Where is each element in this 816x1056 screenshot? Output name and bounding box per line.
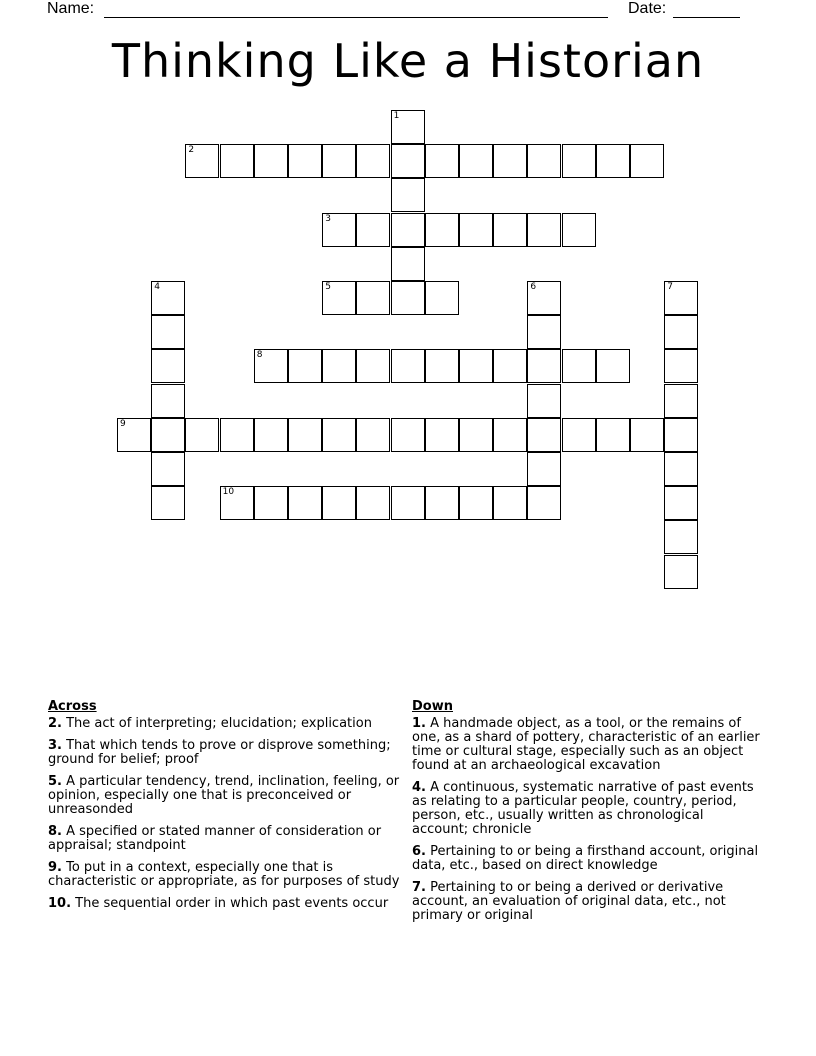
clue-item	[48, 717, 406, 731]
grid-cell[interactable]	[527, 213, 561, 247]
grid-cell[interactable]	[220, 144, 254, 178]
down-clues	[412, 700, 762, 931]
grid-cell[interactable]	[254, 144, 288, 178]
grid-cell[interactable]	[425, 144, 459, 178]
grid-cell[interactable]	[425, 213, 459, 247]
grid-cell[interactable]	[391, 178, 425, 212]
clue-number: 10	[222, 487, 235, 498]
grid-cell[interactable]	[151, 452, 185, 486]
grid-cell[interactable]	[220, 486, 254, 520]
grid-cell[interactable]	[493, 418, 527, 452]
grid-cell[interactable]	[459, 144, 493, 178]
grid-cell[interactable]	[527, 349, 561, 383]
grid-cell[interactable]	[391, 110, 425, 144]
clue-item-number: 2.	[48, 716, 62, 731]
grid-cell[interactable]	[356, 418, 390, 452]
clue-item	[48, 825, 406, 853]
grid-cell[interactable]	[664, 418, 698, 452]
grid-cell[interactable]	[151, 486, 185, 520]
clue-number: 2	[188, 145, 195, 156]
grid-cell[interactable]	[391, 247, 425, 281]
grid-cell[interactable]	[425, 281, 459, 315]
grid-cell[interactable]	[151, 315, 185, 349]
clue-item	[48, 739, 406, 767]
grid-cell[interactable]	[459, 349, 493, 383]
grid-cell[interactable]	[493, 349, 527, 383]
grid-cell[interactable]	[391, 486, 425, 520]
clue-number: 7	[667, 282, 673, 292]
grid-cell[interactable]	[391, 418, 425, 452]
clue-item	[412, 781, 762, 837]
grid-cell[interactable]	[562, 144, 596, 178]
grid-cell[interactable]	[630, 144, 664, 178]
grid-cell[interactable]	[356, 349, 390, 383]
grid-cell[interactable]	[425, 486, 459, 520]
grid-cell[interactable]	[527, 486, 561, 520]
grid-cell[interactable]	[630, 418, 664, 452]
across-heading: Across	[48, 699, 97, 714]
grid-cell[interactable]	[527, 315, 561, 349]
grid-cell[interactable]	[425, 349, 459, 383]
grid-cell[interactable]	[117, 418, 151, 452]
grid-cell[interactable]	[322, 213, 356, 247]
clue-item-text: A handmade object, as a tool, or the remains of one, as a shard of pottery, characteristic of an earlier time or cultural stage, especially such as an object found at an archaeological excavation	[412, 716, 760, 773]
grid-cell[interactable]	[254, 418, 288, 452]
clue-number: 4	[154, 282, 160, 292]
grid-cell[interactable]	[664, 452, 698, 486]
grid-cell[interactable]	[322, 418, 356, 452]
grid-cell[interactable]	[322, 144, 356, 178]
clue-item-text: A specified or stated manner of consideration or appraisal; standpoint	[48, 824, 382, 853]
grid-cell[interactable]	[391, 349, 425, 383]
grid-cell[interactable]	[151, 418, 185, 452]
clue-item-text: Pertaining to or being a firsthand account, original data, etc., based on direct knowledge	[412, 844, 759, 873]
grid-cell[interactable]	[151, 281, 185, 315]
grid-cell[interactable]	[664, 486, 698, 520]
grid-cell[interactable]	[527, 418, 561, 452]
clue-item-number: 8.	[48, 824, 62, 839]
grid-cell[interactable]	[254, 349, 288, 383]
grid-cell[interactable]	[596, 418, 630, 452]
grid-cell[interactable]	[664, 384, 698, 418]
grid-cell[interactable]	[459, 486, 493, 520]
grid-cell[interactable]	[391, 213, 425, 247]
grid-cell[interactable]	[288, 418, 322, 452]
grid-cell[interactable]	[356, 486, 390, 520]
clue-item-text: To put in a context, especially one that is characteristic or appropriate, as for purposes of study	[48, 860, 400, 889]
clue-number: 8	[256, 350, 263, 361]
clue-number: 1	[393, 111, 400, 121]
grid-cell[interactable]	[425, 418, 459, 452]
grid-cell[interactable]	[391, 281, 425, 315]
clue-item-number: 9.	[48, 860, 62, 875]
grid-cell[interactable]	[527, 281, 561, 315]
clue-item-text: The sequential order in which past events occur	[71, 896, 389, 911]
clue-item-text: That which tends to prove or disprove something; ground for belief; proof	[48, 738, 391, 767]
across-clue-list	[48, 717, 406, 911]
date-label: Date:	[628, 0, 667, 17]
grid-cell[interactable]	[493, 144, 527, 178]
clue-number: 9	[120, 418, 126, 429]
grid-cell[interactable]	[596, 349, 630, 383]
grid-cell[interactable]	[185, 144, 219, 178]
grid-cell[interactable]	[562, 213, 596, 247]
grid-cell[interactable]	[288, 349, 322, 383]
grid-cell[interactable]	[459, 418, 493, 452]
grid-cell[interactable]	[493, 213, 527, 247]
grid-cell[interactable]	[322, 486, 356, 520]
page-title: Thinking Like a Historian	[111, 34, 705, 88]
grid-cell[interactable]	[356, 213, 390, 247]
grid-cell[interactable]	[151, 349, 185, 383]
grid-cell[interactable]	[664, 315, 698, 349]
grid-cell[interactable]	[322, 349, 356, 383]
clue-number: 5	[325, 282, 331, 292]
grid-cell[interactable]	[356, 281, 390, 315]
grid-cell[interactable]	[562, 418, 596, 452]
down-clue-list	[412, 717, 762, 923]
clue-item-text: A continuous, systematic narrative of past events as relating to a particular people, country, period, person, etc., usually written as chronological account; chronicle	[412, 780, 754, 837]
grid-cell[interactable]	[356, 144, 390, 178]
clue-item-number: 7.	[412, 880, 426, 895]
clue-item	[412, 881, 762, 923]
clue-number: 6	[530, 282, 537, 292]
grid-cell[interactable]	[664, 349, 698, 383]
clue-item	[412, 845, 762, 873]
clue-item	[48, 861, 406, 889]
grid-cell[interactable]	[527, 384, 561, 418]
clue-item-text: The act of interpreting; elucidation; explication	[61, 716, 372, 731]
grid-cell[interactable]	[664, 520, 698, 554]
clue-item-text: A particular tendency, trend, inclination, feeling, or opinion, especially one that is preconceived or unreasonded	[48, 774, 400, 817]
clue-item-number: 4.	[412, 780, 426, 795]
grid-cell[interactable]	[185, 418, 219, 452]
grid-cell[interactable]	[664, 281, 698, 315]
clue-item	[48, 775, 406, 817]
clue-item-number: 6.	[412, 844, 426, 859]
across-clues	[48, 700, 406, 919]
clue-item-number: 5.	[48, 774, 62, 789]
grid-cell[interactable]	[254, 486, 288, 520]
grid-cell[interactable]	[288, 144, 322, 178]
clue-number: 3	[325, 213, 331, 224]
clue-item-number: 10.	[48, 896, 72, 911]
clue-item-number: 3.	[48, 738, 62, 753]
grid-cell[interactable]	[151, 384, 185, 418]
grid-cell[interactable]	[664, 555, 698, 589]
down-heading: Down	[412, 699, 453, 714]
clue-item-text: Pertaining to or being a derived or derivative account, an evaluation of original data, etc., not primary or original	[412, 880, 726, 923]
clue-item	[48, 897, 406, 911]
grid-cell[interactable]	[527, 144, 561, 178]
grid-cell[interactable]	[220, 418, 254, 452]
grid-cell[interactable]	[391, 144, 425, 178]
grid-cell[interactable]	[527, 452, 561, 486]
grid-cell[interactable]	[459, 213, 493, 247]
grid-cell[interactable]	[596, 144, 630, 178]
grid-cell[interactable]	[562, 349, 596, 383]
grid-cell[interactable]	[288, 486, 322, 520]
clue-item	[412, 717, 762, 773]
name-label: Name:	[47, 0, 95, 17]
grid-cell[interactable]	[493, 486, 527, 520]
clue-item-number: 1.	[412, 716, 426, 731]
grid-cell[interactable]	[322, 281, 356, 315]
